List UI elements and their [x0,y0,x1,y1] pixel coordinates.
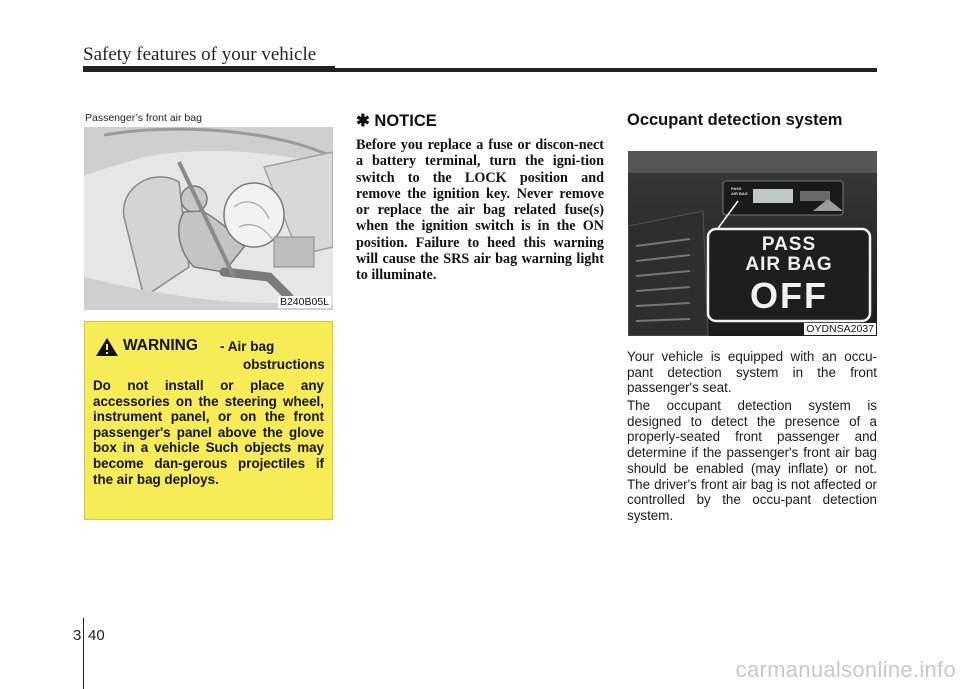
small-indicator-line1: PASS [731,186,742,191]
watermark: carmanualsonline.info [735,657,956,682]
airbag-illustration-graphic [84,127,333,310]
small-indicator-line2: AIR BAG [731,191,748,196]
page-number: 40 [88,627,105,644]
figure-code: OYDNSA2037 [806,323,874,335]
warning-word: WARNING [123,337,198,354]
passenger-airbag-illustration [84,127,333,310]
page-header-title: Safety features of your vehicle [83,44,317,65]
pass-airbag-display [708,235,870,317]
figure-caption: Passenger’s front air bag [85,112,202,124]
figure-code: B240B05L [279,296,329,308]
chapter-number: 3 [73,627,82,644]
warning-subtitle-line2: obstructions [243,357,325,372]
display-line-1: PASS [761,234,817,255]
notice-title: ✱ NOTICE [356,112,437,130]
warning-text: Do not install or place any accessories on the steering wheel, instrument panel, or on the front passenger's panel above the glove box in a vehicle Such objects may become dan-gerous projectiles if the air bag deploys. [93,378,324,487]
notice-text: Before you replace a fuse or discon-nect a battery terminal, turn the igni-tion switch to the LOCK position and remove the ignition key. Never remove or replace the air bag related fuse(s) when the ignition switch is in the ON position. Failure to heed this warning will cause the SRS air bag warning light to illuminate. [356,137,604,284]
occupant-detection-photo [628,151,877,336]
footer-divider [83,618,84,689]
warning-triangle-icon [95,337,119,357]
section-title: Occupant detection system [627,111,843,129]
header-rule-accent [83,66,335,72]
display-line-2: AIR BAG [745,254,833,275]
ods-paragraph-2: The occupant detection system is designed to detect the presence of a properly-seated front passenger and determine if the passenger's front air bag should be enabled (may inflate) or not. The driver's front air bag is not affected or controlled by the occu-pant detection system. [627,398,877,523]
warning-subtitle-line1: - Air bag [220,339,275,354]
ods-paragraph-1: Your vehicle is equipped with an occu-pant detection system in the front passenger's seat. [627,349,877,396]
display-line-3: OFF [750,275,828,316]
small-indicator-label [731,186,748,196]
warning-box [84,321,333,520]
